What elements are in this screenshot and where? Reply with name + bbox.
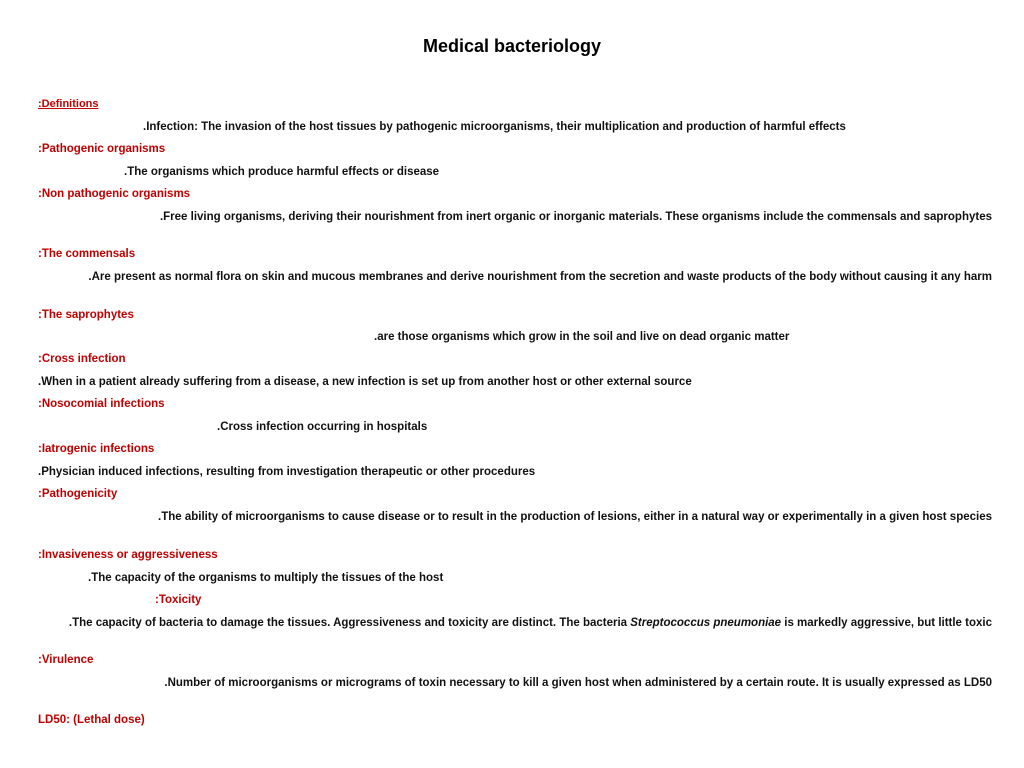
text-pathogenicity: .The ability of microorganisms to cause disease or to result in the production of lesions, either in a natural way or experimentally in a given host species	[158, 511, 992, 523]
text-iatrogenic-infections: .Physician induced infections, resulting from investigation therapeutic or other procedures	[38, 466, 536, 478]
heading-pathogenic-organisms: :Pathogenic organisms	[38, 143, 166, 155]
text-toxicity-part-2: is markedly aggressive, but little toxic	[781, 617, 992, 629]
heading-ld50: LD50: (Lethal dose)	[38, 714, 145, 726]
heading-virulence: :Virulence	[38, 654, 94, 666]
text-non-pathogenic-organisms: .Free living organisms, deriving their nourishment from inert organic or inorganic materials. These organisms include the commensals and saprophytes	[159, 211, 992, 223]
heading-invasiveness: :Invasiveness or aggressiveness	[38, 549, 218, 561]
text-infection: .Infection: The invasion of the host tissues by pathogenic microorganisms, their multiplication and production of harmful effects	[143, 121, 846, 133]
heading-cross-infection: :Cross infection	[38, 353, 126, 365]
heading-nosocomial-infections: :Nosocomial infections	[38, 398, 165, 410]
text-invasiveness: .The capacity of the organisms to multiply the tissues of the host	[88, 572, 444, 584]
text-toxicity-part-1: .The capacity of bacteria to damage the tissues. Aggressiveness and toxicity are distinct. The bacteria	[68, 617, 631, 629]
text-saprophytes: .are those organisms which grow in the soil and live on dead organic matter	[374, 331, 790, 343]
text-virulence: .Number of microorganisms or micrograms of toxin necessary to kill a given host when administered by a certain route. It is usually expressed as LD50	[164, 677, 992, 689]
text-pathogenic-organisms: .The organisms which produce harmful effects or disease	[124, 166, 440, 178]
heading-definitions: :Definitions	[38, 98, 99, 110]
text-toxicity	[69, 617, 992, 629]
text-cross-infection: .When in a patient already suffering from a disease, a new infection is set up from another host or other external source	[38, 376, 692, 388]
heading-commensals: :The commensals	[38, 248, 136, 260]
heading-saprophytes: :The saprophytes	[38, 309, 134, 321]
heading-toxicity: :Toxicity	[155, 594, 202, 606]
document-title: Medical bacteriology	[422, 36, 602, 56]
text-commensals: .Are present as normal flora on skin and mucous membranes and derive nourishment from the secretion and waste products of the body without causing it any harm	[88, 271, 992, 283]
heading-non-pathogenic-organisms: :Non pathogenic organisms	[38, 188, 191, 200]
text-nosocomial-infections: .Cross infection occurring in hospitals	[217, 421, 428, 433]
text-toxicity-species: Streptococcus pneumoniae	[630, 617, 782, 629]
heading-pathogenicity: :Pathogenicity	[38, 488, 118, 500]
heading-iatrogenic-infections: :Iatrogenic infections	[38, 443, 155, 455]
